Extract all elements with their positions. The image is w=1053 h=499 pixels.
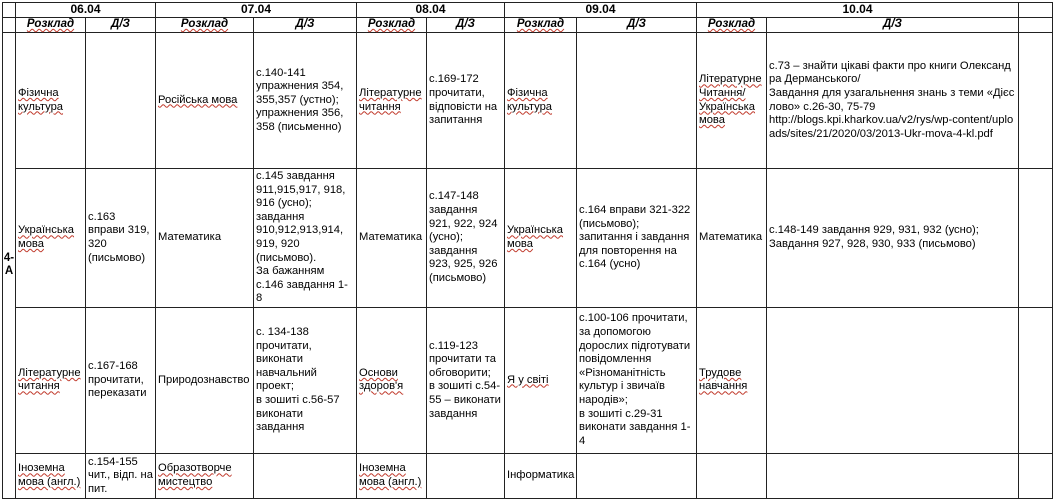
extra-column-cell — [1019, 169, 1053, 308]
schedule-header: Розклад — [697, 18, 767, 33]
homework-cell: с.148-149 завдання 929, 931, 932 (усно); Завдання 927, 928, 930, 933 (письмово) — [767, 169, 1019, 308]
corner-cell — [3, 18, 16, 33]
homework-header: Д/З — [427, 18, 505, 33]
subject-cell: Російська мова — [156, 33, 254, 169]
homework-cell — [254, 453, 357, 498]
subject-cell — [697, 453, 767, 498]
corner-cell — [3, 3, 16, 18]
homework-cell: с.119-123 прочитати та обговорити; в зошиті с.54-55 – виконати завдання — [427, 307, 505, 453]
schedule-header: Розклад — [16, 18, 86, 33]
subject-cell: Літературне читання — [357, 33, 427, 169]
homework-cell: с.100-106 прочитати, за допомогою дорослих підготувати повідомлення «Різноманітність культур і звичаїв народів»; в зошиті с.29-31 виконати завдання 1-4 — [577, 307, 697, 453]
homework-schedule-table — [2, 2, 1053, 499]
lesson-row-3 — [3, 307, 1053, 453]
homework-header: Д/З — [254, 18, 357, 33]
date-header: 07.04 — [156, 3, 357, 18]
date-header: 10.04 — [697, 3, 1019, 18]
subject-cell: Літературне читання — [16, 307, 86, 453]
extra-column-cell — [1019, 33, 1053, 169]
homework-cell: с.140-141 упражнения 354, 355,357 (устно); упражнения 356, 358 (письменно) — [254, 33, 357, 169]
subject-cell: Іноземна мова (англ.) — [357, 453, 427, 498]
lesson-row-2 — [3, 169, 1053, 308]
homework-cell: с.147-148 завдання 921, 922, 924 (усно); завдання 923, 925, 926 (письмово) — [427, 169, 505, 308]
homework-cell: с.73 – знайти цікаві факти про книги Олександра Дерманського/ Завдання для узагальнення знань з теми «Дієслово» с.26-30, 75-79 http://blogs.kpi.kharkov.ua/v2/rys/wp-content/uploads/sites/21/2020/03/2013-Ukr-mova-4-kl.pdf — [767, 33, 1019, 169]
homework-cell: с. 134-138 прочитати, виконати навчальний проект; в зошиті с.56-57 виконати завдання — [254, 307, 357, 453]
homework-header: Д/З — [577, 18, 697, 33]
lesson-row-1 — [3, 33, 1053, 169]
homework-cell: с.169-172 прочитати, відповісти на запитання — [427, 33, 505, 169]
subject-cell: Я у світі — [505, 307, 577, 453]
subject-cell: Літературне Читання/ Українська мова — [697, 33, 767, 169]
subject-cell: Математика — [357, 169, 427, 308]
extra-column-cell — [1019, 453, 1053, 498]
extra-column-cell — [1019, 307, 1053, 453]
subject-cell: Математика — [697, 169, 767, 308]
date-header: 06.04 — [16, 3, 156, 18]
date-header: 08.04 — [357, 3, 505, 18]
subject-cell: Фізична культура — [505, 33, 577, 169]
subject-cell: Основи здоров'я — [357, 307, 427, 453]
subject-cell: Іноземна мова (англ.) — [16, 453, 86, 498]
schedule-header: Розклад — [156, 18, 254, 33]
homework-cell — [86, 33, 156, 169]
subject-cell: Трудове навчання — [697, 307, 767, 453]
homework-cell — [427, 453, 505, 498]
date-header-row — [3, 3, 1053, 18]
extra-column-cell — [1019, 3, 1053, 18]
homework-cell — [767, 453, 1019, 498]
homework-cell — [577, 453, 697, 498]
homework-cell: с.163 вправи 319, 320 (письмово) — [86, 169, 156, 308]
schedule-header: Розклад — [357, 18, 427, 33]
homework-header: Д/З — [767, 18, 1019, 33]
homework-cell — [577, 33, 697, 169]
homework-cell: с.154-155 чит., відп. на пит. — [86, 453, 156, 498]
subject-cell: Інформатика — [505, 453, 577, 498]
date-header: 09.04 — [505, 3, 697, 18]
homework-cell — [767, 307, 1019, 453]
schedule-header: Розклад — [505, 18, 577, 33]
lesson-row-4 — [3, 453, 1053, 498]
homework-cell: с.167-168 прочитати, переказати — [86, 307, 156, 453]
subject-cell: Українська мова — [16, 169, 86, 308]
subject-cell: Фізична культура — [16, 33, 86, 169]
subject-cell: Математика — [156, 169, 254, 308]
class-label: 4-А — [3, 33, 16, 499]
subject-cell: Природознавство — [156, 307, 254, 453]
homework-header: Д/З — [86, 18, 156, 33]
subject-cell: Образотворче мистецтво — [156, 453, 254, 498]
homework-cell: с.164 вправи 321-322 (письмово); запитання і завдання для повторення на с.164 (усно) — [577, 169, 697, 308]
column-header-row — [3, 18, 1053, 33]
homework-cell: с.145 завдання 911,915,917, 918, 916 (усно); завдання 910,912,913,914, 919, 920 (письмово). За бажанням с.146 завдання 1-8 — [254, 169, 357, 308]
subject-cell: Українська мова — [505, 169, 577, 308]
extra-column-cell — [1019, 18, 1053, 33]
